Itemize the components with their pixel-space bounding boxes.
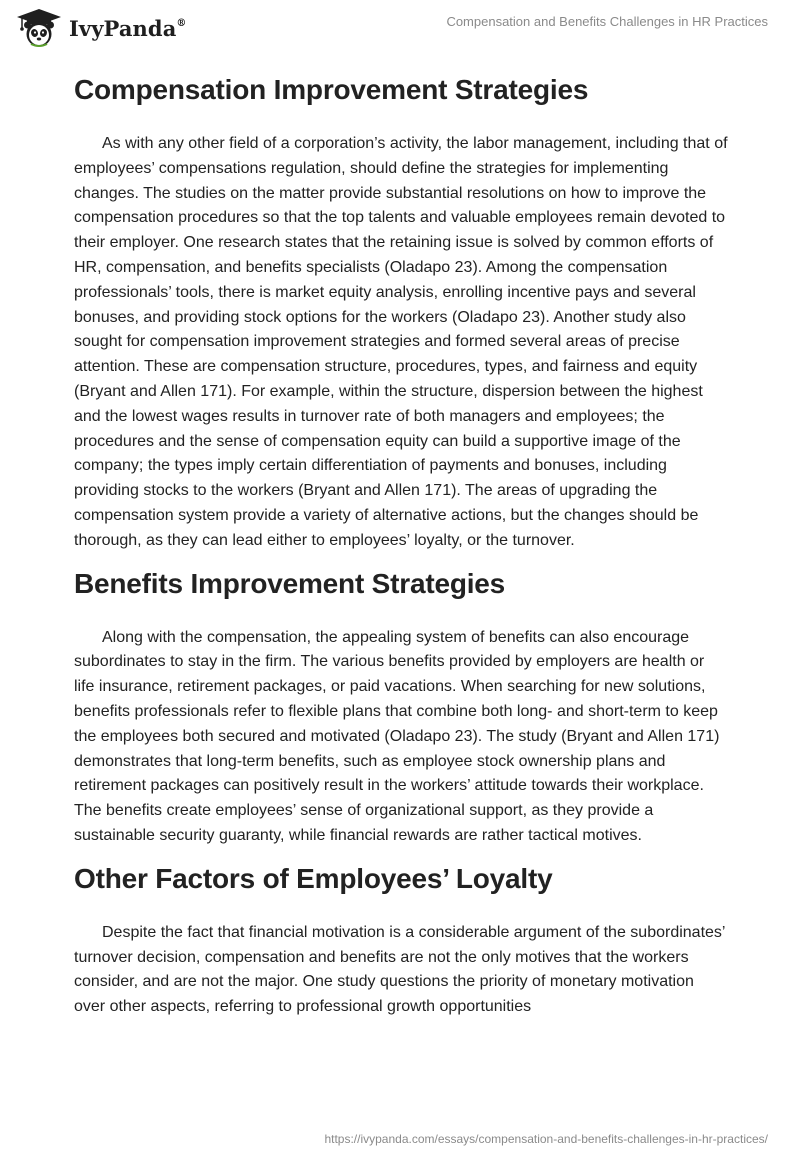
section-heading: Benefits Improvement Strategies <box>74 567 506 599</box>
source-url[interactable]: https://ivypanda.com/essays/compensation-and-benefits-challenges-in-hr-practices/ <box>324 1132 768 1146</box>
document-title: Compensation and Benefits Challenges in HR Practices <box>446 14 768 29</box>
brand-name: IvyPanda® <box>69 15 187 41</box>
section-paragraph: Despite the fact that financial motivation is a considerable argument of the subordinates’ turnover decision, compensation and benefits are not the only motives that the workers consider, and are not the major. One study questions the priority of monetary motivation over other aspects, referring to professional growth opportunities <box>74 923 725 1016</box>
section-heading: Other Factors of Employees’ Loyalty <box>74 862 553 894</box>
section-compensation <box>74 70 728 554</box>
section-heading: Compensation Improvement Strategies <box>74 74 589 105</box>
section-paragraph: As with any other field of a corporation’s activity, the labor management, including that of employees’ compensations regulation, should define the strategies for implementing changes. The studies on the matter provide substantial resolutions on how to improve the compensation procedures so that the top talents and valuable employees remain devoted to their employer. One research states that the retaining issue is solved by common efforts of HR, compensation, and benefits specialists (Oladapo 23). Among the compensation professionals’ tools, there is market equity analysis, enrolling incentive pays and several bonuses, and providing stock options for the workers (Oladapo 23). Another study also sought for compensation improvement strategies and formed several areas of precise attention. These are compensation structure, procedures, types, and fairness and equity (Bryant and Allen 171). For example, within the structure, dispersion between the highest and the lowest wages results in turnover rate of both managers and employees; the procedures and the sense of compensation equity can build a supportive image of the company; the types imply certain differentiation of payments and bonuses, including providing stocks to the workers (Bryant and Allen 171). The areas of upgrading the compensation system provide a variety of alternative actions, but the changes should be thorough, as they can lead either to employees’ loyalty, or the turnover. <box>74 135 728 549</box>
panda-graduate-icon <box>14 8 64 48</box>
section-paragraph: Along with the compensation, the appealing system of benefits can also encourage subordinates to stay in the firm. The various benefits provided by employers are health or life insurance, retirement packages, or paid vacations. When searching for new solutions, benefits professionals refer to flexible plans that combine both long- and short-term to keep the employees both secured and motivated (Oladapo 23). The study (Bryant and Allen 171) demonstrates that long-term benefits, such as employee stock ownership plans and retirement packages can positively result in the workers’ attitude towards their workplace. The benefits create employees’ sense of organizational support, as they provide a sustainable security guaranty, while financial rewards are rather tactical motives. <box>74 628 720 844</box>
brand-logo[interactable] <box>14 8 187 48</box>
article-body <box>74 70 728 1020</box>
page-header <box>0 0 800 56</box>
section-other-factors <box>74 859 728 1020</box>
section-benefits <box>74 564 728 849</box>
